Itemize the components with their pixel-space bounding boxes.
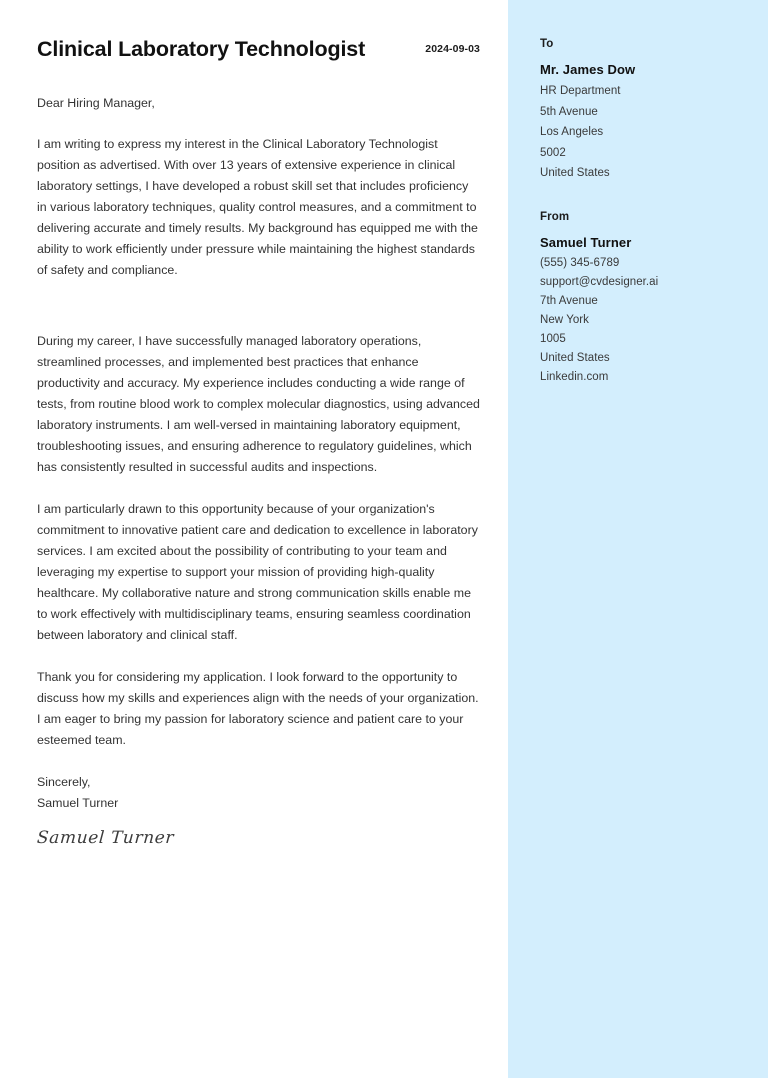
recipient-line: HR Department (540, 85, 621, 97)
sender-block (540, 211, 768, 387)
sender-postcode: 1005 (540, 332, 566, 345)
signature: Samuel Turner (36, 828, 175, 848)
closing-block (37, 772, 480, 814)
body-paragraph-2: During my career, I have successfully managed laboratory operations, streamlined processes, and implemented best practices that enhance productivity and accuracy. My experience includes conducting a wide range of tests, from routine blood work to complex molecular diagnostics, using advanced laboratory instruments. I am well-versed in maintaining laboratory equipment, troubleshooting issues, and ensuring adherence to regulatory guidelines, which has consistently resulted in successful audits and inspections. (37, 334, 480, 474)
sender-phone: (555) 345-6789 (540, 256, 620, 269)
page-title: Clinical Laboratory Technologist (37, 37, 366, 61)
recipient-line: 5th Avenue (540, 105, 598, 118)
body-paragraph-3: I am particularly drawn to this opportunity because of your organization's commitment to innovative patient care and dedication to excellence in laboratory services. I am excited about the possibility of contributing to your team and leveraging my expertise to support your mission of providing high-quality healthcare. My collaborative nature and strong communication skills enable me to work effectively with multidisciplinary teams, ensuring seamless coordination between laboratory and clinical staff. (37, 502, 478, 642)
closing-name: Samuel Turner (37, 796, 119, 810)
sidebar-spacer (540, 184, 768, 211)
letter-header (37, 36, 480, 62)
sender-email: support@cvdesigner.ai (540, 275, 659, 288)
closing-phrase: Sincerely, (37, 775, 91, 789)
letter-date: 2024-09-03 (425, 43, 480, 55)
body-paragraph-1: I am writing to express my interest in the Clinical Laboratory Technologist position as advertised. With over 13 years of extensive experience in clinical laboratory settings, I have developed a robust skill set that includes proficiency in various laboratory techniques, quality control measures, and a commitment to delivering accurate and timely results. My background has equipped me with the ability to work efficiently under pressure while maintaining the highest standards of safety and compliance. (37, 137, 478, 277)
sender-city: New York (540, 313, 589, 326)
body-paragraph-4: Thank you for considering my application. I look forward to the opportunity to discuss how my skills and experiences align with the needs of your organization. I am eager to bring my passion for laboratory science and patient care to your esteemed team. (37, 670, 479, 747)
from-label: From (540, 210, 570, 223)
recipient-block (540, 38, 768, 184)
to-label: To (540, 38, 554, 50)
sender-linkedin: Linkedin.com (540, 370, 609, 383)
recipient-line: Los Angeles (540, 126, 604, 138)
sender-name: Samuel Turner (540, 234, 632, 250)
sender-country: United States (540, 351, 610, 364)
recipient-name: Mr. James Dow (540, 62, 636, 77)
recipient-line: United States (540, 167, 610, 179)
recipient-line: 5002 (540, 146, 566, 159)
sender-street: 7th Avenue (540, 294, 598, 307)
salutation: Dear Hiring Manager, (37, 96, 155, 110)
contact-sidebar (508, 0, 768, 1078)
